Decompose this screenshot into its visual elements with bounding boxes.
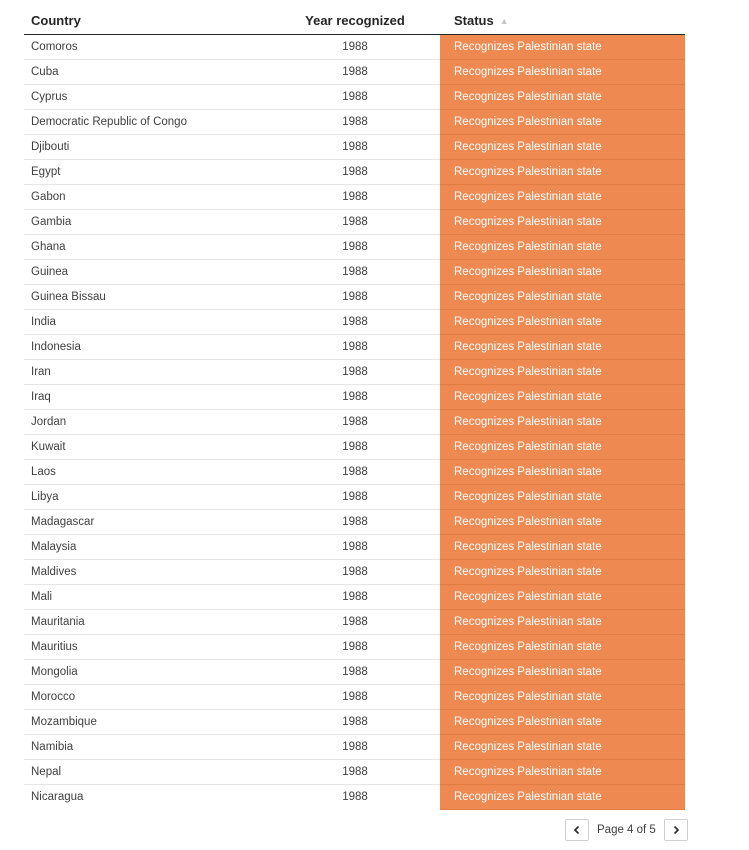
table-row — [24, 360, 685, 385]
status-cell: Recognizes Palestinian state — [440, 35, 685, 60]
previous-page-button[interactable] — [565, 819, 589, 841]
country-cell: Gabon — [24, 185, 270, 210]
status-cell: Recognizes Palestinian state — [440, 235, 685, 260]
country-cell: Mauritania — [24, 610, 270, 635]
table-body — [24, 35, 685, 810]
country-cell: Iraq — [24, 385, 270, 410]
country-cell: Mongolia — [24, 660, 270, 685]
status-cell: Recognizes Palestinian state — [440, 510, 685, 535]
column-header-year[interactable] — [270, 6, 440, 35]
year-cell: 1988 — [270, 185, 440, 210]
chevron-right-icon — [671, 825, 681, 835]
table-row — [24, 60, 685, 85]
year-cell: 1988 — [270, 685, 440, 710]
table-row — [24, 260, 685, 285]
column-header-status[interactable] — [440, 6, 685, 35]
status-cell: Recognizes Palestinian state — [440, 410, 685, 435]
table-row — [24, 210, 685, 235]
status-cell: Recognizes Palestinian state — [440, 260, 685, 285]
status-cell: Recognizes Palestinian state — [440, 585, 685, 610]
table-header-row — [24, 6, 685, 35]
year-cell: 1988 — [270, 110, 440, 135]
status-cell: Recognizes Palestinian state — [440, 310, 685, 335]
table-row — [24, 310, 685, 335]
table-row — [24, 560, 685, 585]
table-row — [24, 160, 685, 185]
table-row — [24, 710, 685, 735]
year-cell: 1988 — [270, 235, 440, 260]
country-cell: Malaysia — [24, 535, 270, 560]
year-cell: 1988 — [270, 310, 440, 335]
country-cell: Mali — [24, 585, 270, 610]
table-row — [24, 735, 685, 760]
country-cell: Libya — [24, 485, 270, 510]
table-row — [24, 535, 685, 560]
year-cell: 1988 — [270, 560, 440, 585]
status-cell: Recognizes Palestinian state — [440, 135, 685, 160]
year-cell: 1988 — [270, 35, 440, 60]
table-row — [24, 235, 685, 260]
status-cell: Recognizes Palestinian state — [440, 785, 685, 810]
country-cell: Kuwait — [24, 435, 270, 460]
status-cell: Recognizes Palestinian state — [440, 560, 685, 585]
year-cell: 1988 — [270, 485, 440, 510]
status-cell: Recognizes Palestinian state — [440, 685, 685, 710]
year-cell: 1988 — [270, 585, 440, 610]
year-cell: 1988 — [270, 385, 440, 410]
table-row — [24, 135, 685, 160]
country-cell: Ghana — [24, 235, 270, 260]
year-cell: 1988 — [270, 710, 440, 735]
recognition-table-container — [24, 6, 685, 810]
recognition-table — [24, 6, 685, 810]
sort-ascending-icon: ▲ — [499, 15, 509, 26]
year-cell: 1988 — [270, 460, 440, 485]
table-row — [24, 185, 685, 210]
status-cell: Recognizes Palestinian state — [440, 285, 685, 310]
table-row — [24, 585, 685, 610]
country-cell: Mozambique — [24, 710, 270, 735]
year-cell: 1988 — [270, 285, 440, 310]
pagination — [565, 819, 688, 841]
year-cell: 1988 — [270, 210, 440, 235]
table-row — [24, 85, 685, 110]
country-cell: Comoros — [24, 35, 270, 60]
table-row — [24, 410, 685, 435]
country-cell: Laos — [24, 460, 270, 485]
year-cell: 1988 — [270, 610, 440, 635]
table-row — [24, 510, 685, 535]
country-cell: Jordan — [24, 410, 270, 435]
year-cell: 1988 — [270, 510, 440, 535]
chevron-left-icon — [572, 825, 582, 835]
country-cell: Mauritius — [24, 635, 270, 660]
country-cell: Morocco — [24, 685, 270, 710]
country-cell: Nicaragua — [31, 791, 84, 804]
country-cell: Djibouti — [24, 135, 270, 160]
status-cell: Recognizes Palestinian state — [440, 760, 685, 785]
country-cell: Indonesia — [24, 335, 270, 360]
status-cell: Recognizes Palestinian state — [440, 85, 685, 110]
status-cell: Recognizes Palestinian state — [440, 660, 685, 685]
column-header-country[interactable] — [24, 6, 270, 35]
year-cell: 1988 — [342, 791, 368, 804]
status-cell: Recognizes Palestinian state — [440, 160, 685, 185]
country-cell: Namibia — [24, 735, 270, 760]
status-cell: Recognizes Palestinian state — [440, 185, 685, 210]
table-row — [24, 460, 685, 485]
status-cell: Recognizes Palestinian state — [440, 485, 685, 510]
year-cell: 1988 — [270, 635, 440, 660]
year-cell: 1988 — [270, 735, 440, 760]
country-cell: Iran — [24, 360, 270, 385]
status-cell: Recognizes Palestinian state — [440, 460, 685, 485]
status-cell: Recognizes Palestinian state — [440, 60, 685, 85]
table-row — [24, 610, 685, 635]
table-row — [24, 685, 685, 710]
country-cell: India — [24, 310, 270, 335]
year-cell: 1988 — [270, 535, 440, 560]
table-row — [24, 435, 685, 460]
column-header-country-label: Country — [31, 12, 81, 28]
year-cell: 1988 — [270, 335, 440, 360]
year-cell: 1988 — [270, 435, 440, 460]
next-page-button[interactable] — [664, 819, 688, 841]
year-cell: 1988 — [270, 135, 440, 160]
status-cell: Recognizes Palestinian state — [440, 210, 685, 235]
status-cell: Recognizes Palestinian state — [440, 535, 685, 560]
year-cell: 1988 — [270, 410, 440, 435]
table-row — [24, 335, 685, 360]
status-cell: Recognizes Palestinian state — [440, 360, 685, 385]
table-row — [24, 385, 685, 410]
status-cell: Recognizes Palestinian state — [440, 385, 685, 410]
status-cell: Recognizes Palestinian state — [440, 735, 685, 760]
status-cell: Recognizes Palestinian state — [440, 610, 685, 635]
table-row — [24, 110, 685, 135]
table-row — [24, 635, 685, 660]
country-cell: Nepal — [24, 760, 270, 785]
year-cell: 1988 — [270, 260, 440, 285]
country-cell: Cuba — [24, 60, 270, 85]
country-cell: Maldives — [24, 560, 270, 585]
year-cell: 1988 — [270, 85, 440, 110]
status-cell: Recognizes Palestinian state — [440, 110, 685, 135]
year-cell: 1988 — [270, 60, 440, 85]
table-row — [24, 785, 685, 810]
country-cell: Gambia — [24, 210, 270, 235]
status-cell: Recognizes Palestinian state — [440, 435, 685, 460]
table-row — [24, 285, 685, 310]
country-cell: Egypt — [24, 160, 270, 185]
status-cell: Recognizes Palestinian state — [440, 635, 685, 660]
table-row — [24, 760, 685, 785]
page-indicator: Page 4 of 5 — [597, 824, 656, 836]
country-cell: Democratic Republic of Congo — [24, 110, 270, 135]
table-row — [24, 485, 685, 510]
country-cell: Guinea Bissau — [24, 285, 270, 310]
table-row — [24, 660, 685, 685]
column-header-year-label: Year recognized — [305, 12, 405, 28]
year-cell: 1988 — [270, 760, 440, 785]
country-cell: Cyprus — [24, 85, 270, 110]
year-cell: 1988 — [270, 160, 440, 185]
country-cell: Guinea — [24, 260, 270, 285]
year-cell: 1988 — [270, 360, 440, 385]
country-cell: Madagascar — [24, 510, 270, 535]
status-cell: Recognizes Palestinian state — [440, 710, 685, 735]
table-row — [24, 35, 685, 60]
column-header-status-label: Status — [454, 12, 494, 28]
year-cell: 1988 — [270, 660, 440, 685]
status-cell: Recognizes Palestinian state — [440, 335, 685, 360]
